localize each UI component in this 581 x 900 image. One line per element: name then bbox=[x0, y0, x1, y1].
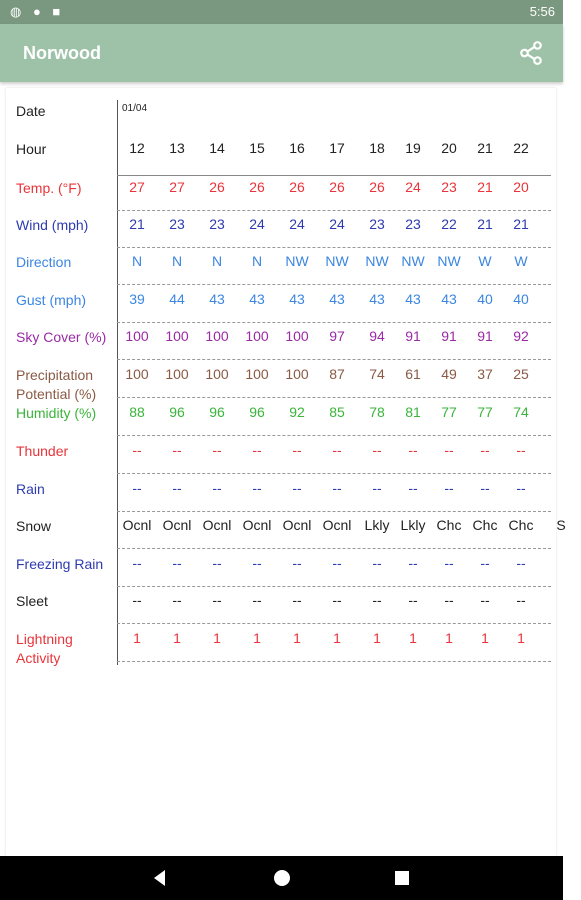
table-cell: -- bbox=[516, 592, 526, 608]
table-cell: 26 bbox=[249, 179, 265, 195]
table-cell: -- bbox=[372, 555, 382, 571]
table-cell: 96 bbox=[169, 404, 185, 420]
table-cell: 1 bbox=[173, 630, 181, 646]
table-cell: -- bbox=[212, 480, 222, 496]
row-divider bbox=[117, 435, 551, 436]
table-cell: -- bbox=[372, 480, 382, 496]
table-cell: 100 bbox=[285, 328, 309, 344]
table-cell: 24 bbox=[405, 179, 421, 195]
table-cell: 21 bbox=[513, 216, 529, 232]
table-cell: 43 bbox=[289, 291, 305, 307]
table-cell: -- bbox=[132, 480, 142, 496]
table-cell: 1 bbox=[133, 630, 141, 646]
table-cell: Ocnl bbox=[242, 517, 272, 533]
table-cell: -- bbox=[480, 442, 490, 458]
table-cell: -- bbox=[480, 480, 490, 496]
row-divider bbox=[117, 623, 551, 624]
row-divider bbox=[117, 284, 551, 285]
table-cell: 13 bbox=[169, 140, 185, 156]
table-cell: 100 bbox=[205, 366, 229, 382]
row-divider bbox=[117, 548, 551, 549]
table-cell: 19 bbox=[405, 140, 421, 156]
table-cell: 22 bbox=[513, 140, 529, 156]
table-cell: 26 bbox=[329, 179, 345, 195]
row-label: Sleet bbox=[16, 593, 48, 609]
table-cell: N bbox=[251, 253, 263, 269]
row-divider bbox=[117, 359, 551, 360]
row-label: Rain bbox=[16, 481, 45, 497]
table-cell: 20 bbox=[513, 179, 529, 195]
table-cell: S bbox=[556, 517, 566, 533]
table-cell: -- bbox=[332, 442, 342, 458]
table-cell: -- bbox=[172, 592, 182, 608]
row-label: Date bbox=[16, 103, 46, 119]
table-cell: 100 bbox=[285, 366, 309, 382]
table-cell: Ocnl bbox=[202, 517, 232, 533]
table-cell: -- bbox=[172, 480, 182, 496]
table-cell: -- bbox=[212, 592, 222, 608]
table-cell: 1 bbox=[481, 630, 489, 646]
navigation-bar bbox=[0, 856, 563, 900]
table-cell: 100 bbox=[165, 328, 189, 344]
table-cell: -- bbox=[408, 442, 418, 458]
row-label: Gust (mph) bbox=[16, 292, 87, 308]
table-cell: Ocnl bbox=[122, 517, 152, 533]
table-cell: 43 bbox=[369, 291, 385, 307]
table-cell: -- bbox=[132, 592, 142, 608]
table-cell: NW bbox=[325, 253, 349, 269]
table-cell: 1 bbox=[409, 630, 417, 646]
table-cell: 92 bbox=[289, 404, 305, 420]
table-cell: Chc bbox=[472, 517, 498, 533]
table-cell: 23 bbox=[209, 216, 225, 232]
table-cell: 40 bbox=[513, 291, 529, 307]
table-cell: 78 bbox=[369, 404, 385, 420]
table-cell: 81 bbox=[405, 404, 421, 420]
table-cell: 100 bbox=[245, 328, 269, 344]
table-cell: Lkly bbox=[400, 517, 426, 533]
table-cell: -- bbox=[252, 592, 262, 608]
table-cell: -- bbox=[444, 592, 454, 608]
table-cell: -- bbox=[132, 442, 142, 458]
table-cell: 1 bbox=[213, 630, 221, 646]
row-divider bbox=[117, 210, 551, 211]
table-cell: 77 bbox=[477, 404, 493, 420]
row-label: Sky Cover (%) bbox=[16, 329, 107, 345]
table-cell: -- bbox=[480, 555, 490, 571]
table-cell: NW bbox=[401, 253, 425, 269]
table-cell: 27 bbox=[169, 179, 185, 195]
table-cell: 21 bbox=[477, 140, 493, 156]
table-cell: 85 bbox=[329, 404, 345, 420]
table-cell: 40 bbox=[477, 291, 493, 307]
table-cell: -- bbox=[372, 592, 382, 608]
table-cell: 26 bbox=[369, 179, 385, 195]
table-cell: -- bbox=[252, 480, 262, 496]
date-value: 01/04 bbox=[122, 103, 148, 114]
table-cell: 74 bbox=[369, 366, 385, 382]
table-cell: -- bbox=[372, 442, 382, 458]
table-cell: 18 bbox=[369, 140, 385, 156]
table-cell: N bbox=[171, 253, 183, 269]
table-cell: 91 bbox=[441, 328, 457, 344]
table-cell: 43 bbox=[209, 291, 225, 307]
table-cell: -- bbox=[252, 555, 262, 571]
row-label: Precipitation Potential (%) bbox=[16, 367, 97, 402]
table-cell: 24 bbox=[289, 216, 305, 232]
table-cell: 1 bbox=[373, 630, 381, 646]
row-label: Hour bbox=[16, 141, 47, 157]
table-cell: NW bbox=[365, 253, 389, 269]
table-cell: 96 bbox=[249, 404, 265, 420]
table-cell: 15 bbox=[249, 140, 265, 156]
table-cell: Lkly bbox=[364, 517, 390, 533]
table-cell: 94 bbox=[369, 328, 385, 344]
row-label: Direction bbox=[16, 254, 72, 270]
table-cell: 23 bbox=[169, 216, 185, 232]
row-divider bbox=[117, 586, 551, 587]
table-cell: N bbox=[211, 253, 223, 269]
table-cell: 88 bbox=[129, 404, 145, 420]
table-cell: 1 bbox=[445, 630, 453, 646]
table-cell: 23 bbox=[369, 216, 385, 232]
table-cell: 44 bbox=[169, 291, 185, 307]
table-cell: W bbox=[514, 253, 528, 269]
table-divider bbox=[117, 175, 551, 176]
table-cell: 100 bbox=[125, 366, 149, 382]
table-cell: 16 bbox=[289, 140, 305, 156]
status-icons: ◍ ● ■ bbox=[10, 4, 65, 19]
table-cell: 97 bbox=[329, 328, 345, 344]
table-cell: -- bbox=[332, 592, 342, 608]
table-cell: 23 bbox=[441, 179, 457, 195]
home-icon[interactable] bbox=[272, 868, 292, 888]
table-cell: -- bbox=[292, 592, 302, 608]
table-cell: 91 bbox=[405, 328, 421, 344]
table-cell: Ocnl bbox=[322, 517, 352, 533]
table-cell: 23 bbox=[405, 216, 421, 232]
table-cell: 43 bbox=[249, 291, 265, 307]
table-cell: 74 bbox=[513, 404, 529, 420]
table-cell: 43 bbox=[329, 291, 345, 307]
table-cell: -- bbox=[480, 592, 490, 608]
table-cell: 1 bbox=[253, 630, 261, 646]
table-cell: -- bbox=[252, 442, 262, 458]
table-cell: -- bbox=[132, 555, 142, 571]
table-cell: 21 bbox=[129, 216, 145, 232]
table-cell: 100 bbox=[165, 366, 189, 382]
table-cell: -- bbox=[444, 480, 454, 496]
table-cell: Chc bbox=[436, 517, 462, 533]
table-cell: 39 bbox=[129, 291, 145, 307]
table-cell: -- bbox=[292, 480, 302, 496]
page-title: Norwood bbox=[23, 43, 101, 63]
row-divider bbox=[117, 661, 551, 662]
row-label: Temp. (°F) bbox=[16, 180, 82, 196]
table-cell: 20 bbox=[441, 140, 457, 156]
table-cell: 100 bbox=[245, 366, 269, 382]
table-cell: Ocnl bbox=[282, 517, 312, 533]
table-cell: -- bbox=[172, 442, 182, 458]
table-cell: -- bbox=[408, 480, 418, 496]
table-cell: NW bbox=[285, 253, 309, 269]
table-cell: N bbox=[131, 253, 143, 269]
table-cell: -- bbox=[172, 555, 182, 571]
table-cell: -- bbox=[444, 442, 454, 458]
table-cell: 100 bbox=[205, 328, 229, 344]
table-cell: 24 bbox=[329, 216, 345, 232]
table-cell: 87 bbox=[329, 366, 345, 382]
table-cell: 1 bbox=[333, 630, 341, 646]
table-cell: 61 bbox=[405, 366, 421, 382]
row-label: Thunder bbox=[16, 443, 69, 459]
row-label: Freezing Rain bbox=[16, 556, 104, 572]
row-label: Snow bbox=[16, 518, 52, 534]
table-cell: 21 bbox=[477, 216, 493, 232]
table-cell: -- bbox=[516, 555, 526, 571]
table-cell: 49 bbox=[441, 366, 457, 382]
table-cell: 26 bbox=[289, 179, 305, 195]
table-cell: 24 bbox=[249, 216, 265, 232]
row-divider bbox=[117, 473, 551, 474]
table-cell: 1 bbox=[293, 630, 301, 646]
table-cell: 1 bbox=[517, 630, 525, 646]
recents-icon[interactable] bbox=[392, 868, 412, 888]
table-cell: 22 bbox=[441, 216, 457, 232]
table-cell: -- bbox=[212, 555, 222, 571]
row-label: Lightning Activity bbox=[16, 631, 73, 666]
back-icon[interactable] bbox=[150, 868, 170, 888]
table-cell: -- bbox=[408, 592, 418, 608]
row-divider bbox=[117, 247, 551, 248]
table-cell: -- bbox=[516, 442, 526, 458]
table-cell: W bbox=[478, 253, 492, 269]
table-cell: 96 bbox=[209, 404, 225, 420]
status-time: 5:56 bbox=[529, 4, 555, 19]
row-label: Humidity (%) bbox=[16, 405, 97, 421]
table-cell: -- bbox=[292, 555, 302, 571]
row-divider bbox=[117, 397, 551, 398]
row-label: Wind (mph) bbox=[16, 217, 89, 233]
table-cell: -- bbox=[408, 555, 418, 571]
table-cell: -- bbox=[444, 555, 454, 571]
table-cell: 43 bbox=[441, 291, 457, 307]
row-divider bbox=[117, 511, 551, 512]
table-cell: 43 bbox=[405, 291, 421, 307]
table-cell: -- bbox=[292, 442, 302, 458]
table-cell: 100 bbox=[125, 328, 149, 344]
table-cell: 25 bbox=[513, 366, 529, 382]
table-cell: -- bbox=[332, 480, 342, 496]
table-cell: -- bbox=[332, 555, 342, 571]
table-cell: 27 bbox=[129, 179, 145, 195]
table-cell: 91 bbox=[477, 328, 493, 344]
table-cell: 17 bbox=[329, 140, 345, 156]
table-cell: -- bbox=[212, 442, 222, 458]
table-cell: 77 bbox=[441, 404, 457, 420]
table-cell: NW bbox=[437, 253, 461, 269]
table-cell: 26 bbox=[209, 179, 225, 195]
table-cell: 21 bbox=[477, 179, 493, 195]
table-cell: Ocnl bbox=[162, 517, 192, 533]
row-divider bbox=[117, 322, 551, 323]
table-cell: Chc bbox=[508, 517, 534, 533]
table-cell: 37 bbox=[477, 366, 493, 382]
table-cell: 92 bbox=[513, 328, 529, 344]
table-cell: 12 bbox=[129, 140, 145, 156]
table-cell: 14 bbox=[209, 140, 225, 156]
table-cell: -- bbox=[516, 480, 526, 496]
